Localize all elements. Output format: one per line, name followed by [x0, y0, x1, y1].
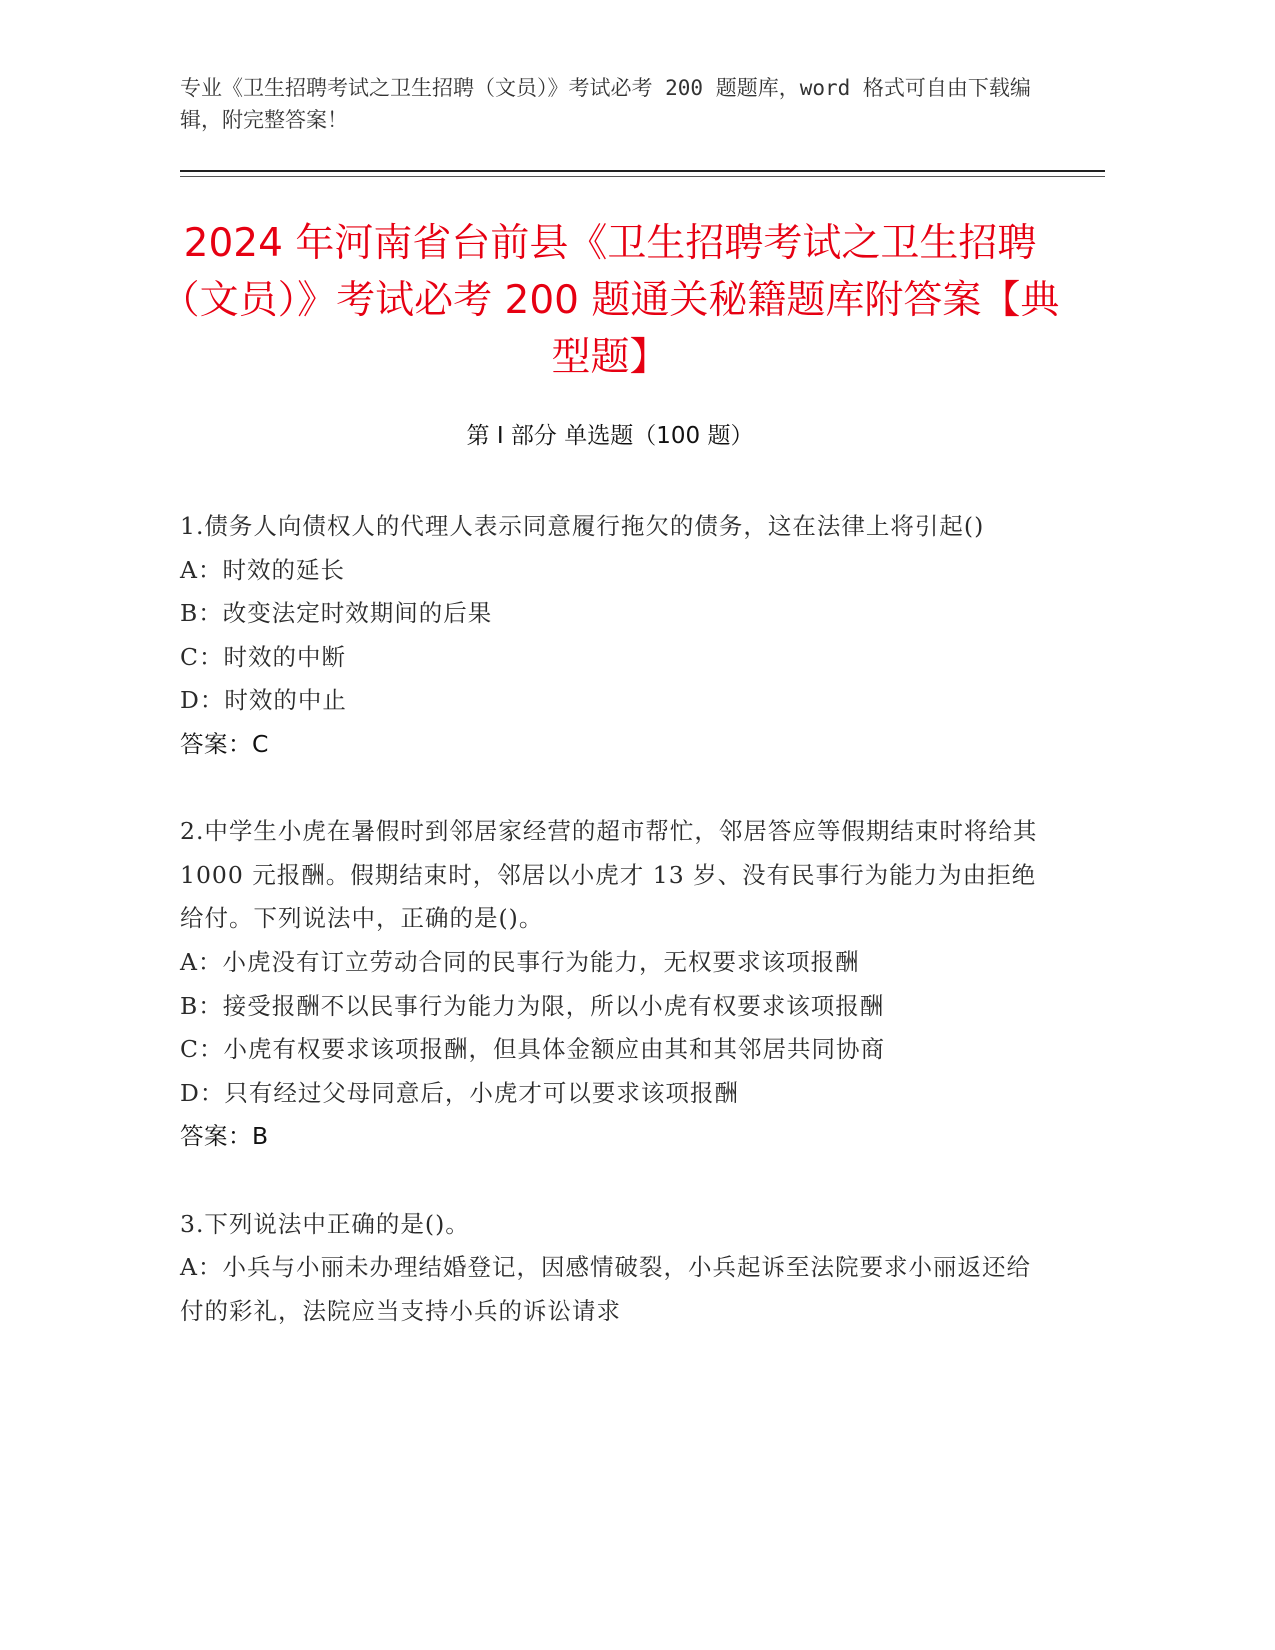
document-title: 2024 年河南省台前县《卫生招聘考试之卫生招聘（文员）》考试必考 200 题通关秘籍题库附答案【典型题】: [160, 221, 1060, 380]
question-2: [180, 810, 1040, 1159]
question-1: [180, 505, 1040, 767]
question-3: [180, 1203, 1040, 1334]
option-a: A：时效的延长: [180, 555, 345, 584]
option-b: B：改变法定时效期间的后果: [180, 599, 493, 628]
header-divider-thin: [180, 176, 1105, 177]
intro-text: 专业《卫生招聘考试之卫生招聘（文员）》考试必考 200 题题库，word 格式可自由下载编辑，附完整答案！: [180, 76, 1031, 132]
question-stem: 2.中学生小虎在暑假时到邻居家经营的超市帮忙，邻居答应等假期结束时将给其 1000 元报酬。假期结束时，邻居以小虎才 13 岁、没有民事行为能力为由拒绝给付。下列说法中，正确的是()。: [180, 817, 1038, 933]
answer-text: 答案：C: [180, 729, 269, 758]
option-c: C：小虎有权要求该项报酬，但具体金额应由其和其邻居共同协商: [180, 1035, 885, 1064]
section-title: 第 I 部分 单选题（100 题）: [466, 423, 754, 449]
question-stem: 1.债务人向债权人的代理人表示同意履行拖欠的债务，这在法律上将引起(): [180, 512, 985, 540]
option-c: C：时效的中断: [180, 642, 346, 671]
option-a: A：小虎没有订立劳动合同的民事行为能力，无权要求该项报酬: [180, 947, 860, 976]
option-a: A：小兵与小丽未办理结婚登记，因感情破裂，小兵起诉至法院要求小丽返还给付的彩礼，法院应当支持小兵的诉讼请求: [180, 1253, 1031, 1325]
option-b: B：接受报酬不以民事行为能力为限，所以小虎有权要求该项报酬: [180, 991, 885, 1020]
answer-text: 答案：B: [180, 1122, 269, 1151]
question-stem: 3.下列说法中正确的是()。: [180, 1209, 470, 1238]
header-divider: [180, 170, 1105, 172]
option-d: D：时效的中止: [180, 686, 347, 715]
question-list: [180, 505, 1040, 1377]
option-d: D：只有经过父母同意后，小虎才可以要求该项报酬: [180, 1078, 739, 1107]
